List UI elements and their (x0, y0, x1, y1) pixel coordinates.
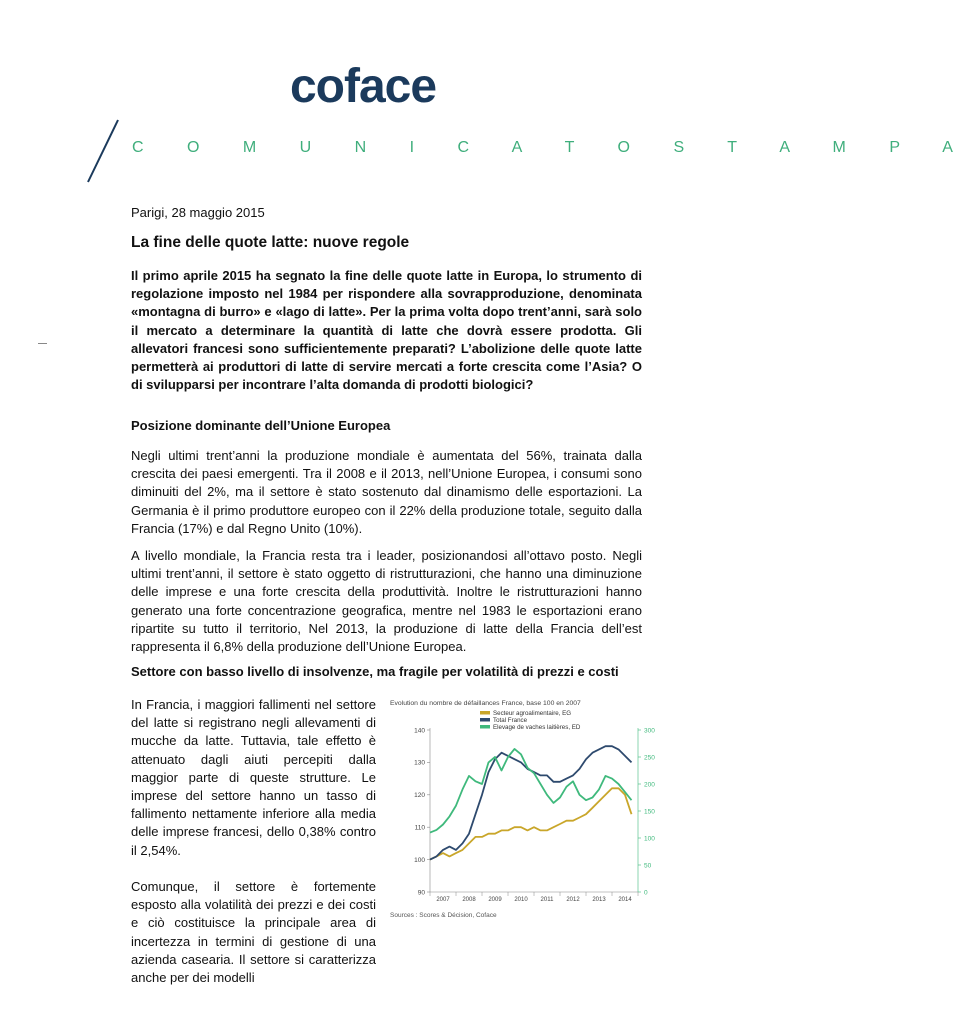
section-eu-paragraph-2: A livello mondiale, la Francia resta tra i leader, posizionandosi all’ottavo posto. Negli ultimi trent’anni, il settore è stato oggetto di ristrutturazioni, che hanno una diminuzione delle imprese e una forte crescita della produttività. Inoltre le ristrutturazioni hanno generato una forte concentrazione geografica, mentre nel 1983 le esportazioni erano ripartite su tutto il territorio, Nel 2013, la produzione di latte della Francia dell’est rappresenta il 6,8% della produzione dell’Unione Europea. (131, 548, 642, 655)
legend-label: Secteur agroalimentaire, EG (493, 710, 572, 717)
x-tick-label: 2010 (514, 897, 528, 903)
coface-logo-text: coface (289, 60, 437, 113)
section-insolvency-paragraph-1: In Francia, i maggiori fallimenti nel settore del latte si registrano negli allevamenti di mucche da latte. Tuttavia, tale effetto è attenuato dagli aiuti percepiti dalla maggior parte di queste strutture. Le imprese del settore hanno un tasso di fallimento nettamente inferiore alla media delle imprese francesi, dello 0,38% contro il 2,54%. (131, 697, 376, 858)
x-tick-label: 2011 (540, 897, 554, 903)
y-left-tick-label: 130 (414, 759, 425, 767)
y-right-tick-label: 200 (644, 781, 655, 789)
press-release-heading: C O M U N I C A T O S T A M P A (132, 139, 972, 156)
legend-swatch (480, 711, 490, 715)
y-right-tick-label: 250 (644, 754, 655, 762)
chart-legend (480, 710, 581, 731)
section-eu-paragraph-1: Negli ultimi trent’anni la produzione mondiale è aumentata del 56%, trainata dalla crescita dei paesi emergenti. Tra il 2008 e il 2013, nell’Unione Europea, i consumi sono diminuiti del 2%, ma il settore è stato sostenuto dal dinamismo delle esportazioni. La Germania è il primo produttore europeo con il 22% della produzione totale, seguito dalla Francia (17%) e dal Regno Unito (10%). (131, 448, 642, 536)
coface-logo (268, 62, 458, 112)
y-left-tick-label: 140 (414, 727, 425, 735)
chart-plot-area (414, 727, 655, 903)
y-left-tick-label: 110 (414, 824, 425, 832)
legend-label: Elevage de vaches laitières, ED (493, 724, 581, 731)
chart-title: Evolution du nombre de défaillances France, base 100 en 2007 (390, 700, 581, 707)
x-tick-label: 2012 (566, 897, 580, 903)
section-heading-insolvency: Settore con basso livello di insolvenze, ma fragile per volatilità di prezzi e costi (131, 664, 619, 679)
margin-mark (38, 343, 47, 344)
x-tick-label: 2009 (488, 897, 502, 903)
release-date: Parigi, 28 maggio 2015 (131, 205, 265, 220)
x-tick-label: 2013 (592, 897, 606, 903)
legend-swatch (480, 718, 490, 722)
series-line-3 (430, 749, 632, 833)
x-tick-label: 2007 (436, 897, 450, 903)
y-left-tick-label: 120 (414, 792, 425, 800)
y-right-tick-label: 300 (644, 727, 655, 735)
section-insolvency-paragraph-2: Comunque, il settore è fortemente esposto alla volatilità dei prezzi e dei costi e ciò costituisce la principale area di incertezza in termini di gestione di una azienda casearia. Il settore si caratterizza anche per dei modelli (131, 879, 376, 986)
text-column (131, 696, 376, 1005)
article-title: La fine delle quote latte: nuove regole (131, 234, 410, 251)
x-tick-label: 2008 (462, 897, 476, 903)
section-heading-eu: Posizione dominante dell’Unione Europea (131, 418, 391, 433)
y-right-tick-label: 150 (644, 808, 655, 816)
slash-decoration (86, 118, 120, 184)
legend-swatch (480, 725, 490, 729)
y-left-tick-label: 90 (417, 889, 425, 897)
series-line-2 (430, 746, 632, 859)
chart-source: Sources : Scores & Décision, Coface (390, 912, 497, 919)
article-lead: Il primo aprile 2015 ha segnato la fine delle quote latte in Europa, lo strumento di regolazione imposto nel 1984 per rispondere alla sovrapproduzione, denominata «montagna di burro» e «lago di latte». Per la prima volta dopo trent’anni, sarà solo il mercato a determinare la quantità di latte che dovrà essere prodotta. Gli allevatori francesi sono sufficientemente preparati? L’abolizione delle quote latte permetterà ai produttori di latte di servire mercati a forte crescita come l’Asia? O di svilupparsi per incontrare l’alta domanda di prodotti biologici? (131, 268, 642, 393)
insolvency-chart (388, 695, 668, 925)
y-right-tick-label: 0 (644, 889, 648, 897)
x-tick-label: 2014 (618, 897, 632, 903)
y-left-tick-label: 100 (414, 856, 425, 864)
series-line-1 (430, 788, 632, 859)
y-right-tick-label: 50 (644, 862, 652, 870)
legend-label: Total France (493, 717, 528, 724)
y-right-tick-label: 100 (644, 835, 655, 843)
